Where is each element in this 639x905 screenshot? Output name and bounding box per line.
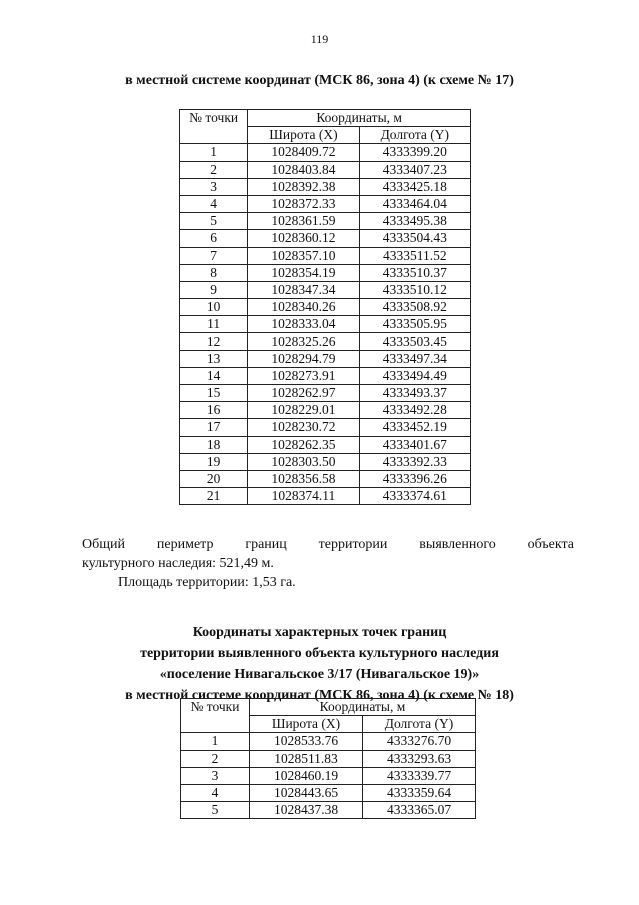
point-number-cell: 3 — [180, 178, 248, 195]
latitude-cell: 1028303.50 — [248, 453, 359, 470]
header-coordinates: Координаты, м — [250, 699, 476, 716]
longitude-cell: 4333508.92 — [359, 299, 470, 316]
longitude-cell: 4333407.23 — [359, 161, 470, 178]
longitude-cell: 4333425.18 — [359, 178, 470, 195]
point-number-cell: 21 — [180, 488, 248, 505]
latitude-cell: 1028533.76 — [250, 733, 363, 750]
table-row — [180, 333, 471, 350]
longitude-cell: 4333494.49 — [359, 367, 470, 384]
table-row — [180, 144, 471, 161]
header-point-number: № точки — [181, 699, 250, 733]
point-number-cell: 4 — [181, 784, 250, 801]
latitude-cell: 1028392.38 — [248, 178, 359, 195]
longitude-cell: 4333399.20 — [359, 144, 470, 161]
longitude-cell: 4333511.52 — [359, 247, 470, 264]
table-row — [181, 767, 476, 784]
header-latitude: Широта (X) — [248, 127, 359, 144]
table-row — [180, 419, 471, 436]
area-text: Площадь территории: 1,53 га. — [118, 575, 296, 590]
table-row — [180, 470, 471, 487]
latitude-cell: 1028325.26 — [248, 333, 359, 350]
table-row — [180, 316, 471, 333]
point-number-cell: 1 — [181, 733, 250, 750]
latitude-cell: 1028262.97 — [248, 385, 359, 402]
longitude-cell: 4333492.28 — [359, 402, 470, 419]
point-number-cell: 3 — [181, 767, 250, 784]
section1-heading: в местной системе координат (МСК 86, зона 4) (к схеме № 17) — [125, 73, 514, 88]
point-number-cell: 4 — [180, 195, 248, 212]
section2-heading-line: территории выявленного объекта культурного наследия — [140, 646, 499, 661]
latitude-cell: 1028511.83 — [250, 750, 363, 767]
longitude-cell: 4333505.95 — [359, 316, 470, 333]
header-coordinates: Координаты, м — [248, 110, 471, 127]
table-row — [180, 299, 471, 316]
latitude-cell: 1028347.34 — [248, 281, 359, 298]
table-row — [180, 436, 471, 453]
perimeter-line-1: Общий периметр границ территории выявленного объекта — [82, 537, 574, 552]
table-row — [180, 230, 471, 247]
table-row — [180, 178, 471, 195]
longitude-cell: 4333339.77 — [363, 767, 476, 784]
page-number: 119 — [310, 32, 329, 46]
latitude-cell: 1028354.19 — [248, 264, 359, 281]
longitude-cell: 4333464.04 — [359, 195, 470, 212]
section2-heading-line: «поселение Нивагальское 3/17 (Нивагальское 19)» — [159, 667, 480, 682]
header-point-number: № точки — [180, 110, 248, 144]
latitude-cell: 1028437.38 — [250, 802, 363, 819]
point-number-cell: 18 — [180, 436, 248, 453]
table-row — [180, 350, 471, 367]
longitude-cell: 4333510.37 — [359, 264, 470, 281]
longitude-cell: 4333392.33 — [359, 453, 470, 470]
point-number-cell: 19 — [180, 453, 248, 470]
perimeter-line-2: культурного наследия: 521,49 м. — [82, 556, 274, 571]
latitude-cell: 1028229.01 — [248, 402, 359, 419]
longitude-cell: 4333365.07 — [363, 802, 476, 819]
latitude-cell: 1028273.91 — [248, 367, 359, 384]
latitude-cell: 1028360.12 — [248, 230, 359, 247]
table-row — [180, 453, 471, 470]
longitude-cell: 4333293.63 — [363, 750, 476, 767]
table-row — [180, 195, 471, 212]
longitude-cell: 4333276.70 — [363, 733, 476, 750]
latitude-cell: 1028357.10 — [248, 247, 359, 264]
point-number-cell: 20 — [180, 470, 248, 487]
point-number-cell: 13 — [180, 350, 248, 367]
latitude-cell: 1028374.11 — [248, 488, 359, 505]
latitude-cell: 1028361.59 — [248, 213, 359, 230]
latitude-cell: 1028262.35 — [248, 436, 359, 453]
table-row — [180, 264, 471, 281]
table-row — [181, 733, 476, 750]
point-number-cell: 11 — [180, 316, 248, 333]
longitude-cell: 4333493.37 — [359, 385, 470, 402]
point-number-cell: 2 — [180, 161, 248, 178]
coordinates-table-scheme-18 — [180, 698, 476, 819]
point-number-cell: 12 — [180, 333, 248, 350]
header-longitude: Долгота (Y) — [363, 716, 476, 733]
point-number-cell: 5 — [181, 802, 250, 819]
point-number-cell: 6 — [180, 230, 248, 247]
section2-heading-line: в местной системе координат (МСК 86, зона 4) (к схеме № 18) — [125, 688, 514, 703]
table-row — [181, 802, 476, 819]
latitude-cell: 1028294.79 — [248, 350, 359, 367]
table-row — [180, 213, 471, 230]
latitude-cell: 1028403.84 — [248, 161, 359, 178]
longitude-cell: 4333510.12 — [359, 281, 470, 298]
point-number-cell: 17 — [180, 419, 248, 436]
longitude-cell: 4333452.19 — [359, 419, 470, 436]
longitude-cell: 4333497.34 — [359, 350, 470, 367]
point-number-cell: 2 — [181, 750, 250, 767]
point-number-cell: 1 — [180, 144, 248, 161]
table-row — [180, 367, 471, 384]
longitude-cell: 4333396.26 — [359, 470, 470, 487]
longitude-cell: 4333504.43 — [359, 230, 470, 247]
header-longitude: Долгота (Y) — [359, 127, 470, 144]
longitude-cell: 4333374.61 — [359, 488, 470, 505]
table-row — [180, 281, 471, 298]
point-number-cell: 5 — [180, 213, 248, 230]
latitude-cell: 1028230.72 — [248, 419, 359, 436]
latitude-cell: 1028372.33 — [248, 195, 359, 212]
table-row — [180, 247, 471, 264]
point-number-cell: 9 — [180, 281, 248, 298]
section2-heading-line: Координаты характерных точек границ — [192, 625, 447, 640]
table-row — [181, 750, 476, 767]
table-body — [180, 144, 471, 505]
section2-heading — [0, 622, 639, 706]
longitude-cell: 4333495.38 — [359, 213, 470, 230]
point-number-cell: 8 — [180, 264, 248, 281]
longitude-cell: 4333503.45 — [359, 333, 470, 350]
latitude-cell: 1028443.65 — [250, 784, 363, 801]
table-row — [181, 784, 476, 801]
latitude-cell: 1028340.26 — [248, 299, 359, 316]
point-number-cell: 14 — [180, 367, 248, 384]
table-row — [180, 385, 471, 402]
latitude-cell: 1028409.72 — [248, 144, 359, 161]
longitude-cell: 4333359.64 — [363, 784, 476, 801]
latitude-cell: 1028356.58 — [248, 470, 359, 487]
longitude-cell: 4333401.67 — [359, 436, 470, 453]
header-latitude: Широта (X) — [250, 716, 363, 733]
point-number-cell: 16 — [180, 402, 248, 419]
latitude-cell: 1028460.19 — [250, 767, 363, 784]
point-number-cell: 7 — [180, 247, 248, 264]
coordinates-table-scheme-17 — [179, 109, 471, 505]
table-row — [180, 161, 471, 178]
latitude-cell: 1028333.04 — [248, 316, 359, 333]
table-body — [181, 733, 476, 819]
table-row — [180, 402, 471, 419]
point-number-cell: 10 — [180, 299, 248, 316]
point-number-cell: 15 — [180, 385, 248, 402]
table-row — [180, 488, 471, 505]
